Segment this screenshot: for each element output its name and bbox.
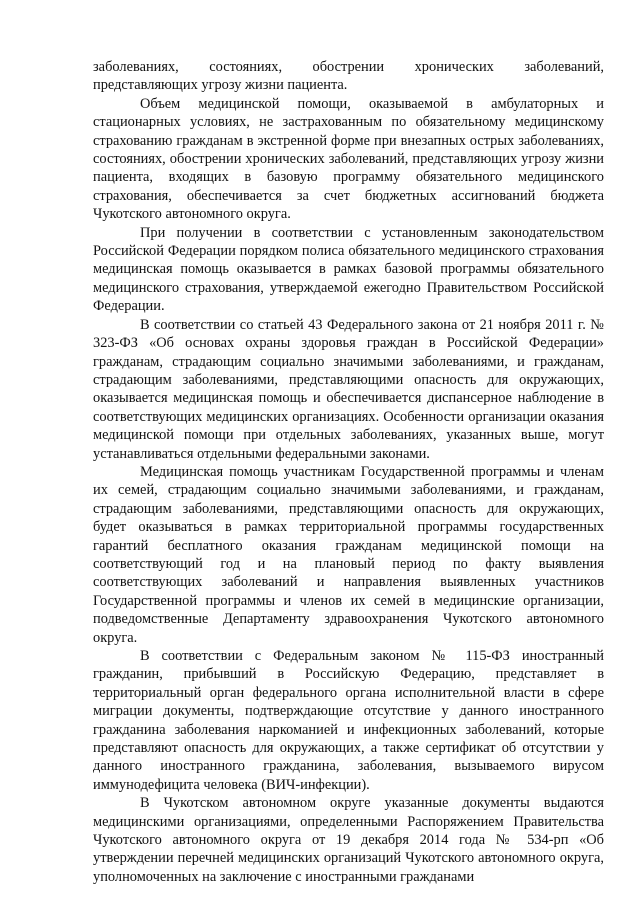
paragraph-7: В Чукотском автономном округе указанные документы выдаются медицинскими организациями, определенными Распоряжением Правительства Чукотского автономного округа от 19 декабря 2014 года № 534-рп «Об утверждении перечней медицинских организаций Чукотского автономного округа, уполномоченных на заключение с иностранными гражданами: [93, 795, 604, 885]
paragraph-6: В соответствии с Федеральным законом № 115-ФЗ иностранный гражданин, прибывший в Российскую Федерацию, представляет в территориальный орган федерального органа исполнительной власти в сфере миграции документы, подтверждающие отсутствие у данного иностранного гражданина заболевания наркоманией и инфекционных заболеваний, которые представляют опасность для окружающих, а также сертификат об отсутствии у данного иностранного гражданина, заболевания, вызываемого вирусом иммунодефицита человека (ВИЧ-инфекции).: [93, 648, 604, 793]
paragraph-1: заболеваниях, состояниях, обострении хронических заболеваний, представляющих угрозу жизни пациента.: [93, 59, 604, 94]
paragraph-5: Медицинская помощь участникам Государственной программы и членам их семей, страдающим социально значимыми заболеваниями, и гражданам, страдающим заболеваниями, представляющими опасность для окружающих, будет оказываться в рамках территориальной программы государственных гарантий бесплатного оказания гражданам медицинской помощи на соответствующий год и на плановый период по факту выявления соответствующих заболеваний и направления выявленных участников Государственной программы и членов их семей в медицинские организации, подведомственные Департаменту здравоохранения Чукотского автономного округа.: [93, 463, 604, 646]
paragraph-4: В соответствии со статьей 43 Федерального закона от 21 ноября 2011 г. № 323-ФЗ «Об основах охраны здоровья граждан в Российской Федерации» гражданам, страдающим социально значимыми заболеваниями, и гражданам, страдающим заболеваниями, представляющими опасность для окружающих, оказывается медицинская помощь и обеспечивается диспансерное наблюдение в соответствующих медицинских организациях. Особенности организации оказания медицинской помощи при отдельных заболеваниях, указанных выше, могут устанавливаться отдельными федеральными законами.: [93, 316, 604, 462]
paragraph-3: При получении в соответствии с установленным законодательством Российской Федерации порядком полиса обязательного медицинского страхования медицинская помощь оказывается в рамках базовой программы обязательного медицинского страхования, утверждаемой ежегодно Правительством Российской Федерации.: [93, 224, 604, 315]
paragraph-2: Объем медицинской помощи, оказываемой в амбулаторных и стационарных условиях, не застрахованным по обязательному медицинскому страхованию гражданам в экстренной форме при внезапных острых заболеваниях, состояниях, обострении хронических заболеваний, представляющих угрозу жизни пациента, входящих в базовую программу обязательного медицинского страхования, обеспечивается за счет бюджетных ассигнований бюджета Чукотского автономного округа.: [93, 95, 604, 223]
